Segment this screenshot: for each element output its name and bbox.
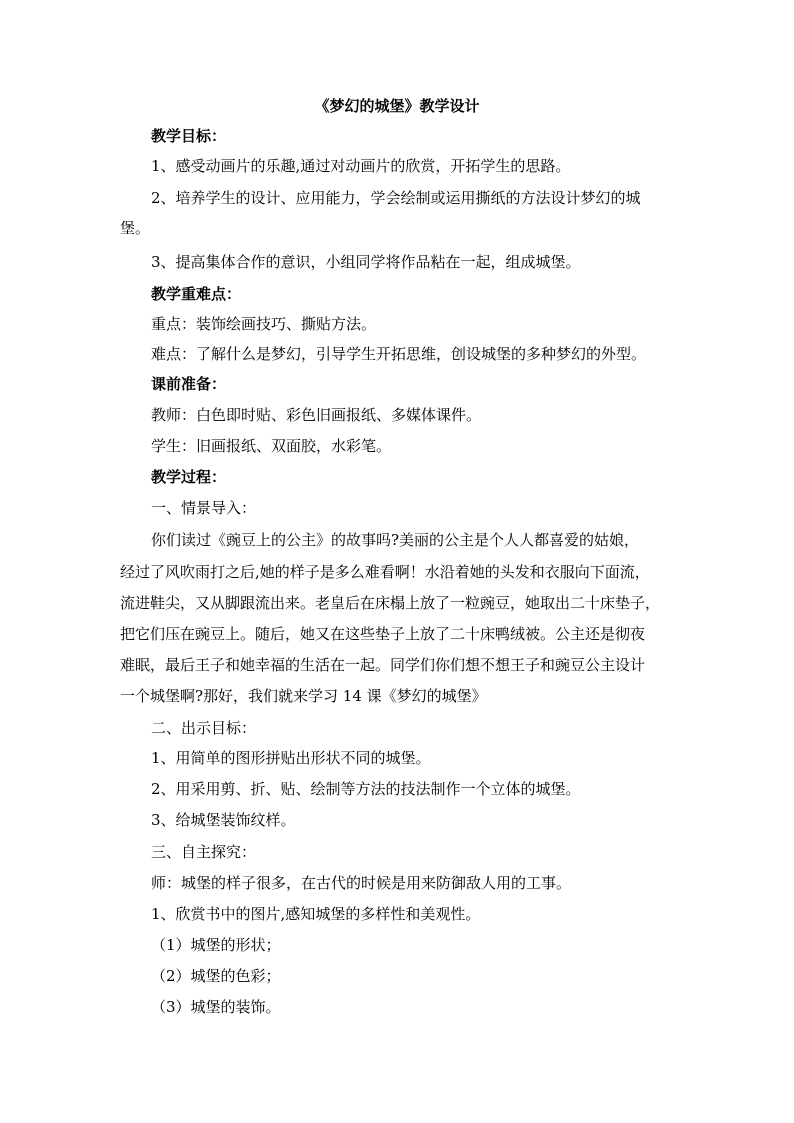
target-item-3: 3、给城堡装饰纹样。	[151, 811, 296, 829]
process-heading: 教学过程：	[151, 468, 227, 486]
story-line: 难眠，最后王子和她幸福的生活在一起。同学们你们想不想王子和豌豆公主设计	[120, 656, 646, 674]
target-item-1: 1、用简单的图形拼贴出形状不同的城堡。	[151, 749, 431, 767]
goals-heading: 教学目标：	[151, 127, 227, 145]
appreciate-item: 1、欣赏书中的图片,感知城堡的多样性和美观性。	[151, 905, 481, 923]
goal-item-2-continued: 堡。	[120, 219, 151, 237]
sub-item-shape: （1）城堡的形状；	[151, 936, 281, 954]
student-preparation: 学生：旧画报纸、双面胶，水彩笔。	[151, 437, 392, 455]
focus-point: 重点：装饰绘画技巧、撕贴方法。	[151, 315, 377, 333]
section-3-heading: 三、自主探究：	[151, 843, 257, 861]
story-line: 把它们压在豌豆上。随后，她又在这些垫子上放了二十床鸭绒被。公主还是彻夜	[120, 625, 646, 643]
section-2-heading: 二、出示目标：	[151, 719, 257, 737]
story-line: 你们读过《豌豆上的公主》的故事吗?美丽的公主是个人人都喜爱的姑娘，	[151, 531, 640, 549]
key-points-heading: 教学重难点：	[151, 285, 242, 303]
teacher-preparation: 教师：白色即时贴、彩色旧画报纸、多媒体课件。	[151, 406, 482, 424]
document-title: 《梦幻的城堡》教学设计	[314, 97, 480, 115]
difficulty-point: 难点：了解什么是梦幻，引导学生开拓思维，创设城堡的多种梦幻的外型。	[151, 345, 647, 363]
story-line: 一个城堡啊?那好，我们就来学习 14 课《梦幻的城堡》	[120, 687, 487, 705]
goal-item-2: 2、培养学生的设计、应用能力，学会绘制或运用撕纸的方法设计梦幻的城	[151, 189, 641, 207]
story-line: 经过了风吹雨打之后,她的样子是多么难看啊！水沿着她的头发和衣服向下面流，	[120, 563, 650, 581]
teacher-remark: 师：城堡的样子很多，在古代的时候是用来防御敌人用的工事。	[151, 874, 572, 892]
goal-item-3: 3、提高集体合作的意识，小组同学将作品粘在一起，组成城堡。	[151, 253, 581, 271]
target-item-2: 2、用采用剪、折、贴、绘制等方法的技法制作一个立体的城堡。	[151, 780, 581, 798]
goal-item-1: 1、感受动画片的乐趣,通过对动画片的欣赏，开拓学生的思路。	[151, 157, 571, 175]
section-1-heading: 一、情景导入：	[151, 499, 257, 517]
preparation-heading: 课前准备：	[151, 375, 227, 393]
sub-item-decoration: （3）城堡的装饰。	[151, 998, 281, 1016]
sub-item-color: （2）城堡的色彩；	[151, 967, 281, 985]
story-line: 流进鞋尖，又从脚跟流出来。老皇后在床榻上放了一粒豌豆，她取出二十床垫子，	[120, 594, 661, 612]
